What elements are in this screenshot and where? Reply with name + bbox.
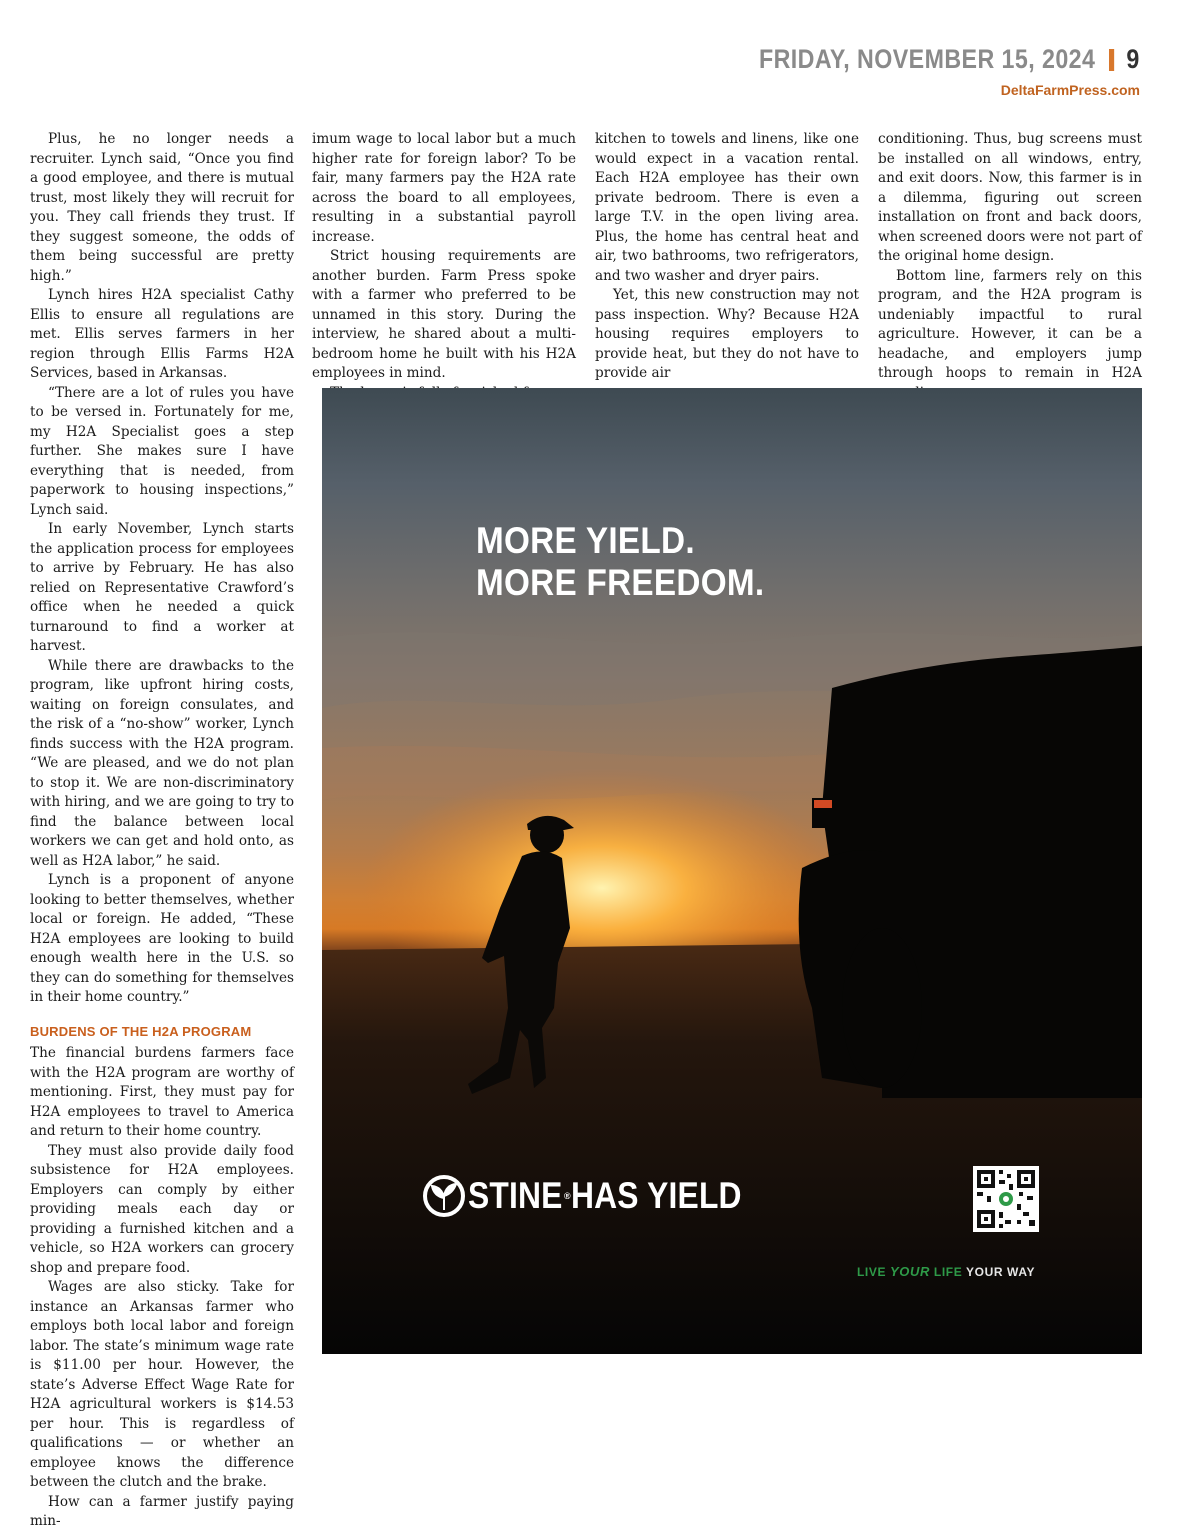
registered-mark: ® [563, 1191, 571, 1201]
paragraph: conditioning. Thus, bug screens must be installed on all windows, entry, and exit doors. Now, this farmer is in a dilemma, figuring out screen installation on front and back doors, when screened doors were not part of the original home design. [878, 131, 1142, 264]
paragraph: In early November, Lynch starts the application process for employees to arrive by February. He has also relied on Representative Crawford’s office when he needed a quick turnaround to find a worker at harvest. [30, 521, 294, 654]
section-heading: BURDENS OF THE H2A PROGRAM [30, 1023, 252, 1039]
brand-name: STINE [468, 1175, 563, 1216]
article-column-3 [595, 130, 859, 384]
paragraph: Bottom line, farmers rely on this program, and the H2A program is undeniably impactful to rural agriculture. However, it can be a headache, and employers jump through hoops to remain in H2A [878, 267, 1142, 381]
paragraph: While there are drawbacks to the program, like upfront hiring costs, waiting on foreign consulates, and the risk of a “no-show” worker, Lynch finds success with the H2A program. “We are pleased, and we do not plan to stop it. We are non-discriminatory with hiring, and we are going to try to find the balance between local workers we can get and hold onto, as well as H2A labor,” he said. [30, 657, 295, 869]
paragraph: Lynch is a proponent of anyone looking to better themselves, whether local or foreign. He added, “These H2A employees are looking to build enough wealth here in the U.S. so they can do something for themselves in their home country.” [30, 872, 294, 1005]
article-column-4 [878, 130, 1142, 403]
tagline-life: LIFE [933, 1265, 963, 1279]
stine-advertisement [322, 388, 1142, 1354]
tagline-live: LIVE [857, 1265, 887, 1279]
paragraph: “There are a lot of rules you have to be versed in. Fortunately for me, my H2A Specialist goes a step further. She makes sure I have everything that is needed, from paperwork to housing inspections,” Lynch said. [30, 384, 294, 518]
headline-line-2: MORE FREEDOM. [476, 562, 765, 603]
website-link[interactable]: DeltaFarmPress.com [1000, 82, 1140, 98]
ad-tagline [857, 1264, 1035, 1279]
paragraph: kitchen to towels and linens, like one would expect in a vacation rental. Each H2A employee has their own private bedroom. There is even a large T.V. in the open living area. Plus, the home has central heat and air, two bathrooms, two refrigerators, and two washer and dryer pairs. [595, 131, 859, 284]
paragraph: They must also provide daily food subsistence for H2A employees. Employers can comply by either providing meals each day or providing a furnished kitchen and a vehicle, so H2A workers can grocery shop and prepare food. [30, 1142, 294, 1276]
brand-slogan: HAS YIELD [570, 1175, 742, 1216]
issue-date: FRIDAY, NOVEMBER 15, 2024 [759, 44, 1096, 74]
paragraph: imum wage to local labor but a much higher rate for foreign labor? To be fair, many farmers pay the H2A rate across the board to all employees, resulting in a substantial payroll increase. [312, 131, 576, 245]
tagline-your-way: YOUR WAY [966, 1265, 1036, 1279]
paragraph: Lynch hires H2A specialist Cathy Ellis to ensure all regulations are met. Ellis serves farmers in her region through Ellis Farms H2A Services, based in Arkansas. [30, 287, 294, 381]
article-column-1 [30, 130, 294, 1532]
paragraph: The financial burdens farmers face with the H2A program are worthy of mentioning. First, they must pay for H2A employees to travel to America and return to their home country. [30, 1045, 294, 1139]
paragraph: Strict housing requirements are another burden. Farm Press spoke with a farmer who preferred to be unnamed in this story. During the interview, he shared about a multi-bedroom home he built with his H2A employees in mind. [312, 248, 576, 381]
tagline-your: YOUR [890, 1264, 930, 1279]
stine-brand-lockup [422, 1174, 769, 1218]
paragraph: How can a farmer justify paying min- [30, 1493, 294, 1529]
ad-headline [476, 520, 764, 604]
qr-code[interactable] [973, 1166, 1039, 1232]
headline-line-1: MORE YIELD. [476, 520, 695, 561]
paragraph: Wages are also sticky. Take for instance an Arkansas farmer who employs both local labor and foreign labor. The state’s minimum wage rate is $11.00 per hour. However, the state’s Adverse Effect Wage Rate for H2A agricultural workers is $14.53 per hour. This is regardless of qualifications — or whether an employee knows the difference between the clutch and the brake. [30, 1279, 294, 1490]
issue-date-line [759, 44, 1140, 75]
page-number: 9 [1126, 44, 1140, 74]
paragraph: Plus, he no longer needs a recruiter. Lynch said, “Once you find a good employee, and there is mutual trust, most likely they will recruit for you. They call friends they trust. If they suggest someone, the odds of them being successful are pretty high.” [30, 131, 294, 284]
article-column-2 [312, 130, 576, 403]
grain-cart-silhouette [799, 646, 1142, 1098]
stine-leaf-logo-icon [422, 1174, 466, 1218]
paragraph: Yet, this new construction may not pass inspection. Why? Because H2A housing requires employers to provide heat, but they do not have to provide air [595, 287, 859, 381]
header-divider [1109, 49, 1114, 71]
